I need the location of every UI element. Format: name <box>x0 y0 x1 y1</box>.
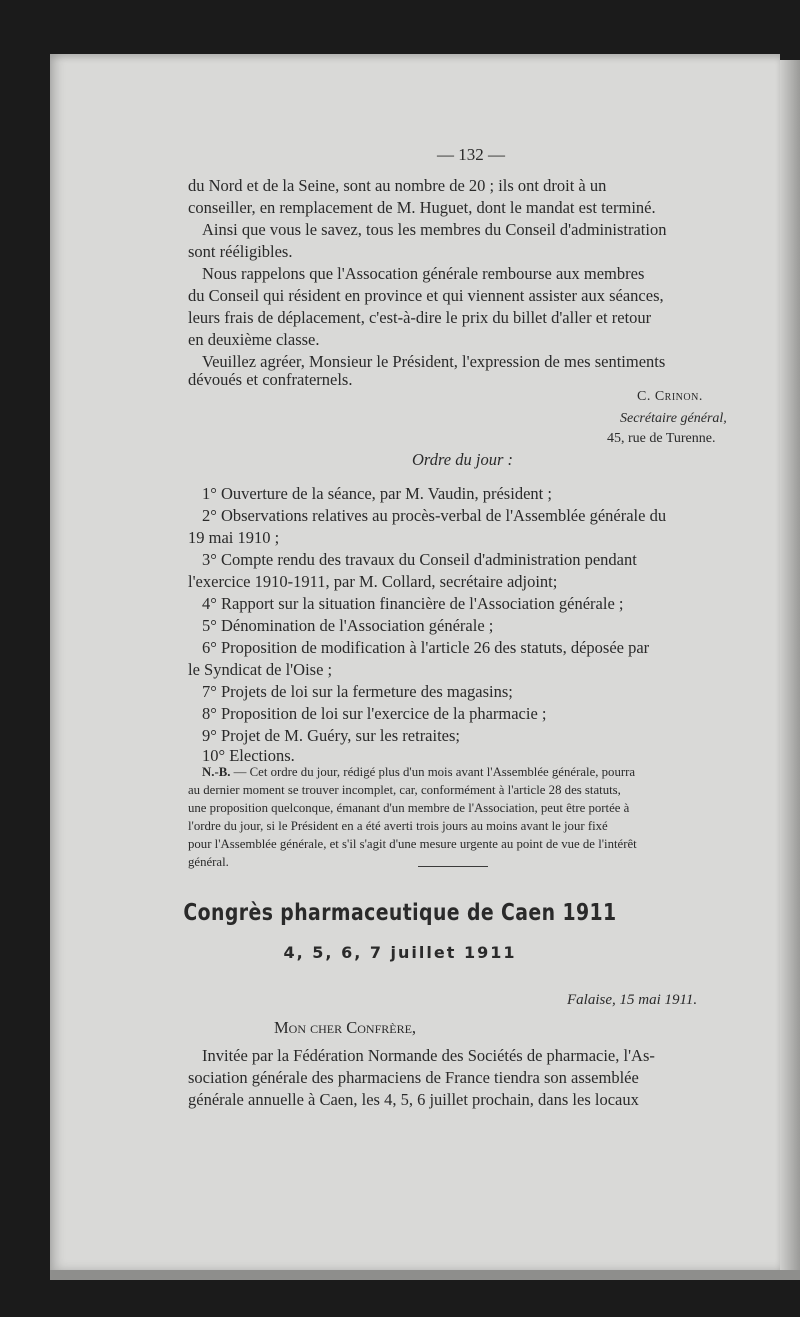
note-first-line <box>202 764 635 781</box>
congress-line: Invitée par la Fédération Normande des Sociétés de pharmacie, l'As- <box>202 1046 655 1065</box>
agenda-item: l'exercice 1910-1911, par M. Collard, secrétaire adjoint; <box>188 572 558 591</box>
congress-line: sociation générale des pharmaciens de France tiendra son assemblée <box>188 1068 639 1087</box>
page-number: — 132 — <box>437 145 505 164</box>
agenda-heading: Ordre du jour : <box>412 450 513 469</box>
note-line: une proposition quelconque, émanant d'un membre de l'Association, peut être portée à <box>188 801 630 815</box>
signature-title: Secrétaire général, <box>620 411 727 426</box>
congress-line: générale annuelle à Caen, les 4, 5, 6 juillet prochain, dans les locaux <box>188 1090 639 1109</box>
letter-line: dévoués et confraternels. <box>188 370 353 389</box>
note-line: général. <box>188 855 229 869</box>
agenda-item: 2° Observations relatives au procès-verbal de l'Assemblée générale du <box>202 506 667 525</box>
note-line: au dernier moment se trouver incomplet, car, conformément à l'article 28 des statuts, <box>188 783 621 797</box>
note-line: — Cet ordre du jour, rédigé plus d'un mois avant l'Assemblée générale, pourra <box>233 765 636 779</box>
place-date: Falaise, 15 mai 1911. <box>567 992 698 1008</box>
note-line: pour l'Assemblée générale, et s'il s'agit d'une mesure urgente au point de vue de l'intérêt <box>188 837 637 851</box>
agenda-item: 8° Proposition de loi sur l'exercice de la pharmacie ; <box>202 704 547 723</box>
signature-address: 45, rue de Turenne. <box>607 431 716 446</box>
agenda-item: 6° Proposition de modification à l'article 26 des statuts, déposée par <box>202 638 650 657</box>
agenda-item: 4° Rapport sur la situation financière de l'Association générale ; <box>202 594 624 613</box>
letter-line: Ainsi que vous le savez, tous les membres du Conseil d'administration <box>202 220 667 239</box>
salutation: Mon cher Confrère, <box>274 1018 417 1037</box>
letter-line: en deuxième classe. <box>188 330 320 349</box>
agenda-item: 5° Dénomination de l'Association générale ; <box>202 616 494 635</box>
agenda-item: le Syndicat de l'Oise ; <box>188 660 333 679</box>
letter-line: Nous rappelons que l'Assocation générale rembourse aux membres <box>202 264 645 283</box>
agenda-item: 19 mai 1910 ; <box>188 528 280 547</box>
agenda-item: 3° Compte rendu des travaux du Conseil d'administration pendant <box>202 550 637 569</box>
agenda-item: 9° Projet de M. Guéry, sur les retraites; <box>202 726 461 745</box>
section-divider <box>418 866 488 867</box>
letter-line: du Nord et de la Seine, sont au nombre de 20 ; ils ont droit à un <box>188 176 607 195</box>
letter-line: conseiller, en remplacement de M. Huguet, dont le mandat est terminé. <box>188 198 656 217</box>
congress-dates: 4, 5, 6, 7 juillet 1911 <box>283 943 517 962</box>
letter-line: Veuillez agréer, Monsieur le Président, l'expression de mes sentiments <box>202 352 666 371</box>
agenda-item: 1° Ouverture de la séance, par M. Vaudin, président ; <box>202 484 552 503</box>
note-label: N.-B. <box>202 765 231 779</box>
agenda-item: 7° Projets de loi sur la fermeture des magasins; <box>202 682 513 701</box>
agenda-item: 10° Elections. <box>202 746 295 765</box>
signature-name: C. Crinon. <box>637 389 703 404</box>
congress-title: Congrès pharmaceutique de Caen 1911 <box>183 900 617 926</box>
letter-line: leurs frais de déplacement, c'est-à-dire le prix du billet d'aller et retour <box>188 308 652 327</box>
letter-line: du Conseil qui résident en province et qui viennent assister aux séances, <box>188 286 664 305</box>
note-line: l'ordre du jour, si le Président en a été averti trois jours au moins avant le jour fixé <box>188 819 608 833</box>
letter-line: sont rééligibles. <box>188 242 293 261</box>
